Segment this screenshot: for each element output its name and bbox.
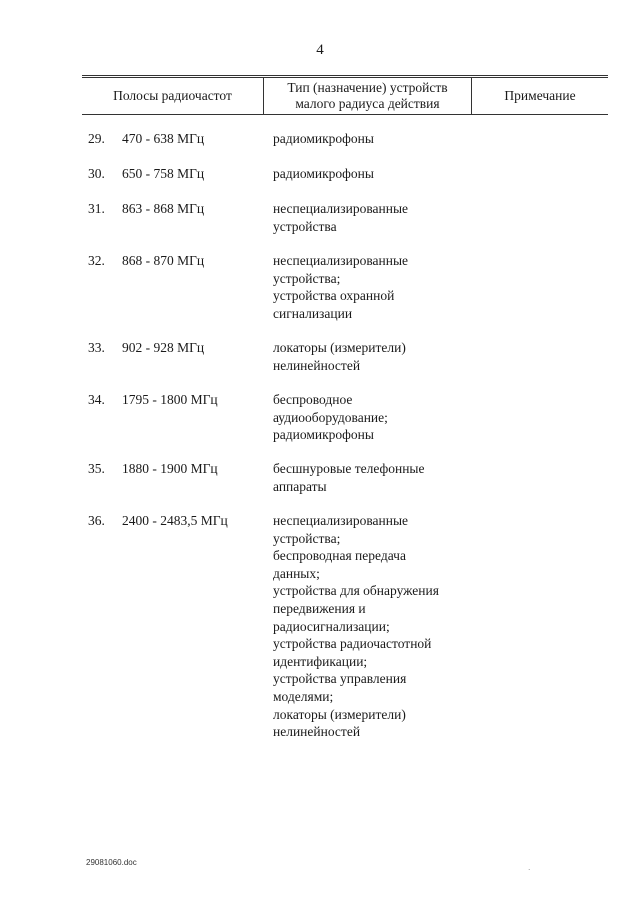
row-type: радиомикрофоны: [273, 166, 374, 181]
row-number: 34.: [88, 392, 105, 407]
row-number: 36.: [88, 513, 105, 528]
row-band: 650 - 758 МГц: [122, 166, 205, 181]
row-number: 31.: [88, 201, 105, 216]
row-band: 1880 - 1900 МГц: [122, 461, 218, 476]
table-header-bottom-rule: [82, 114, 608, 115]
row-type: радиомикрофоны: [273, 131, 374, 146]
header-type-line1: Тип (назначение) устройств: [287, 79, 448, 95]
header-band: Полосы радиочастот: [113, 87, 232, 103]
row-number: 30.: [88, 166, 105, 181]
row-type: бесшнуровые телефонные аппараты: [273, 461, 425, 494]
header-type-line2: малого радиуса действия: [295, 95, 440, 111]
header-type: [264, 77, 471, 114]
row-band: 902 - 928 МГц: [122, 340, 205, 355]
row-band: 470 - 638 МГц: [122, 131, 205, 146]
row-number: 32.: [88, 253, 105, 268]
row-number: 29.: [88, 131, 105, 146]
row-band: 1795 - 1800 МГц: [122, 392, 218, 407]
table-top-rule: [82, 75, 608, 76]
row-number: 33.: [88, 340, 105, 355]
row-type: неспециализированные устройства: [273, 201, 409, 234]
row-type: беспроводное аудиооборудование; радиомикрофоны: [273, 392, 388, 443]
header-note: Примечание: [504, 87, 576, 103]
row-number: 35.: [88, 461, 105, 476]
corner-mark: ·: [528, 866, 531, 874]
row-type: неспециализированные устройства; беспроводная передача данных; устройства для обнаружения передвижения и радиосигнализации; устройства радиочастотной идентификации; устройства управления моделями; локаторы (измерители) нелинейностей: [273, 513, 439, 740]
page-number: 4: [316, 42, 324, 58]
footer-filename: 29081060.doc: [86, 858, 137, 867]
row-type: локаторы (измерители) нелинейностей: [273, 340, 406, 373]
row-band: 868 - 870 МГц: [122, 253, 205, 268]
row-type: неспециализированные устройства; устройства охранной сигнализации: [273, 253, 409, 321]
row-band: 863 - 868 МГц: [122, 201, 205, 216]
row-band: 2400 - 2483,5 МГц: [122, 513, 228, 528]
